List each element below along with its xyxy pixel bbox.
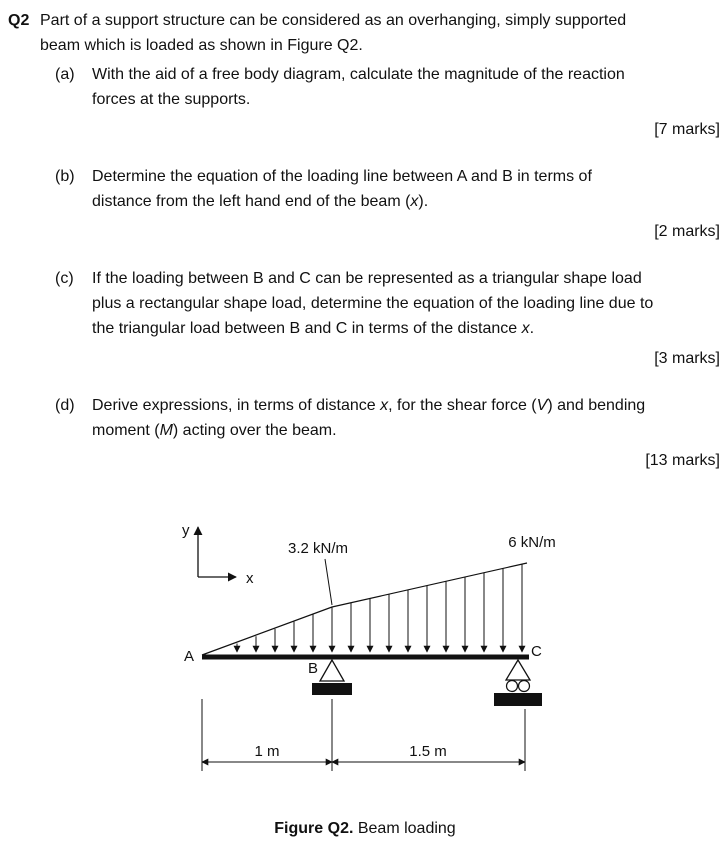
part-c-text: If the loading between B and C can be represented as a triangular shape load plus a rectangular shape load, determine the equation of the loading line due to the triangular load between B and C in terms of the distance x. (92, 270, 654, 337)
dimension-bc-label: 1.5 m (409, 743, 447, 760)
dimension-lines (202, 699, 525, 771)
load-label-leader-line (325, 559, 332, 605)
part-c-label: (c) (55, 270, 74, 287)
figure-caption (8, 820, 722, 838)
load-label-b: 3.2 kN/m (287, 540, 349, 557)
question-number: Q2 (8, 12, 30, 29)
y-axis-label: y (182, 522, 190, 539)
beam-diagram (132, 509, 592, 809)
question-header (8, 8, 722, 58)
part-d-text: Derive expressions, in terms of distance x, for the shear force (V) and bending moment (M) acting over the beam. (92, 397, 646, 439)
x-axis-label: x (246, 570, 254, 587)
part-b-text: Determine the equation of the loading line between A and B in terms of distance from the left hand end of the beam (x). (92, 168, 592, 210)
question-part-c (55, 266, 722, 341)
point-a-label: A (183, 648, 194, 665)
part-b-label: (b) (55, 168, 75, 185)
part-d-marks: [13 marks] (645, 452, 720, 469)
dimension-ab-label: 1 m (254, 743, 280, 760)
part-a-text: With the aid of a free body diagram, calculate the magnitude of the reaction forces at the supports. (92, 66, 625, 108)
pin-support-b (312, 660, 352, 695)
coordinate-axes (198, 527, 236, 577)
part-b-marks: [2 marks] (654, 223, 720, 240)
figure-caption-text: Beam loading (353, 820, 456, 837)
figure-q2 (132, 509, 722, 814)
question-part-d (55, 393, 722, 443)
part-a-label: (a) (55, 66, 75, 83)
part-c-marks: [3 marks] (654, 350, 720, 367)
question-intro: Part of a support structure can be considered as an overhanging, simply supported beam which is loaded as shown in Figure Q2. (40, 12, 627, 54)
roller-support-c (494, 660, 542, 706)
distributed-load-arrows (237, 564, 522, 652)
point-b-label: B (307, 660, 318, 677)
point-c-label: C (531, 643, 542, 660)
part-d-label: (d) (55, 397, 75, 414)
question-part-b (55, 164, 722, 214)
question-part-a (55, 62, 722, 112)
part-a-marks: [7 marks] (654, 121, 720, 138)
figure-caption-label: Figure Q2. (274, 820, 354, 837)
load-label-c: 6 kN/m (508, 534, 556, 551)
